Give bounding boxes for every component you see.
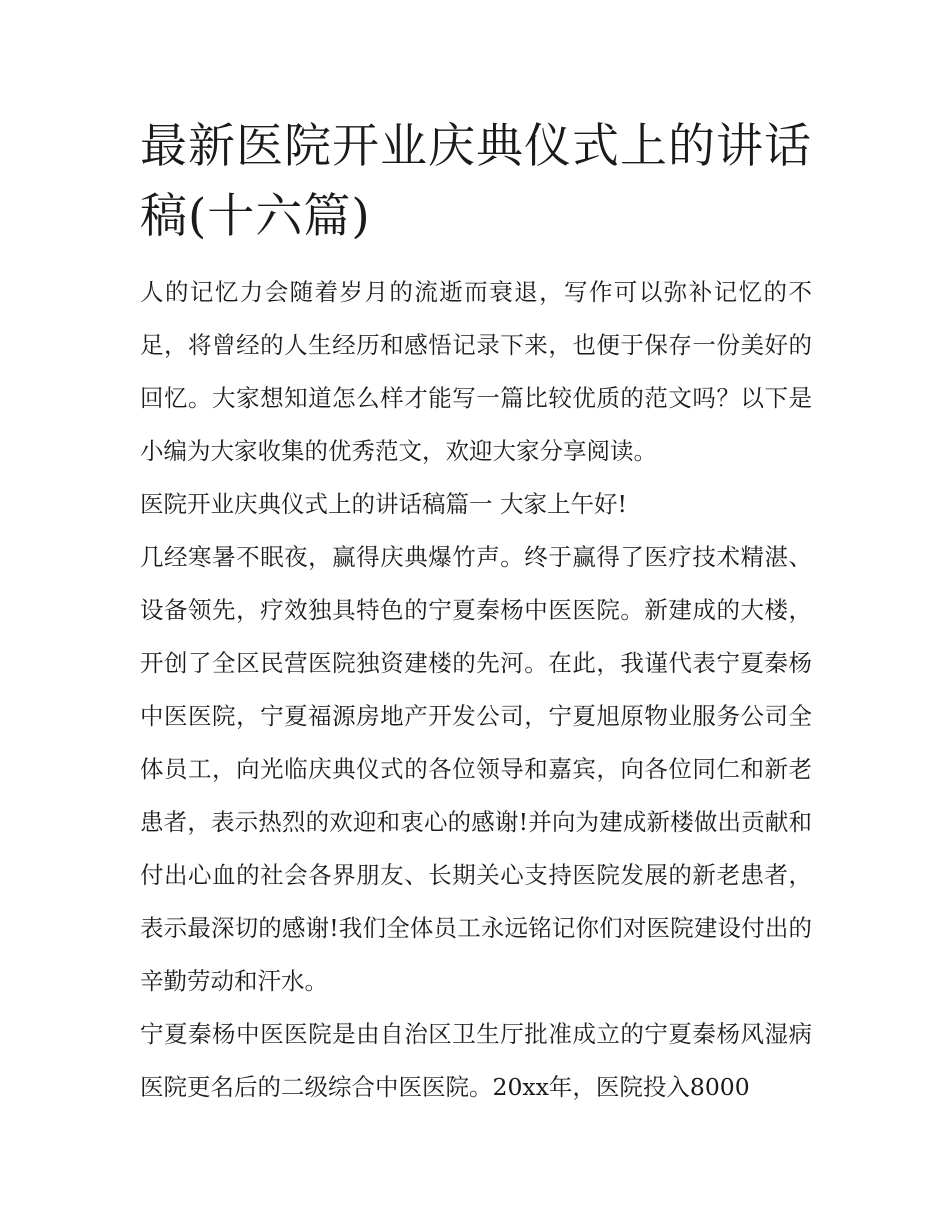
section-heading-paragraph: 医院开业庆典仪式上的讲话稿篇一 大家上午好! [140,490,627,518]
document-title: 最新医院开业庆典仪式上的讲话稿(十六篇) [140,119,812,244]
body-paragraph: 宁夏秦杨中医医院是由自治区卫生厅批准成立的宁夏秦杨风湿病医院更名后的二级综合中医医院。20xx年，医院投入8000 [140,1020,812,1101]
document-page [140,112,812,1114]
body-paragraph: 几经寒暑不眠夜，赢得庆典爆竹声。终于赢得了医疗技术精湛、设备领先，疗效独具特色的宁夏秦杨中医医院。新建成的大楼，开创了全区民营医院独资建楼的先河。在此，我谨代表宁夏秦杨中医医院，宁夏福源房地产开发公司，宁夏旭原物业服务公司全体员工，向光临庆典仪式的各位领导和嘉宾，向各位同仁和新老患者，表示热烈的欢迎和衷心的感谢!并向为建成新楼做出贡献和付出心血的社会各界朋友、长期关心支持医院发展的新老患者，表示最深切的感谢!我们全体员工永远铭记你们对医院建设付出的辛勤劳动和汗水。 [140,543,812,995]
intro-paragraph: 人的记忆力会随着岁月的流逝而衰退，写作可以弥补记忆的不足，将曾经的人生经历和感悟记录下来，也便于保存一份美好的回忆。大家想知道怎么样才能写一篇比较优质的范文吗？以下是小编为大家收集的优秀范文，欢迎大家分享阅读。 [140,278,812,465]
